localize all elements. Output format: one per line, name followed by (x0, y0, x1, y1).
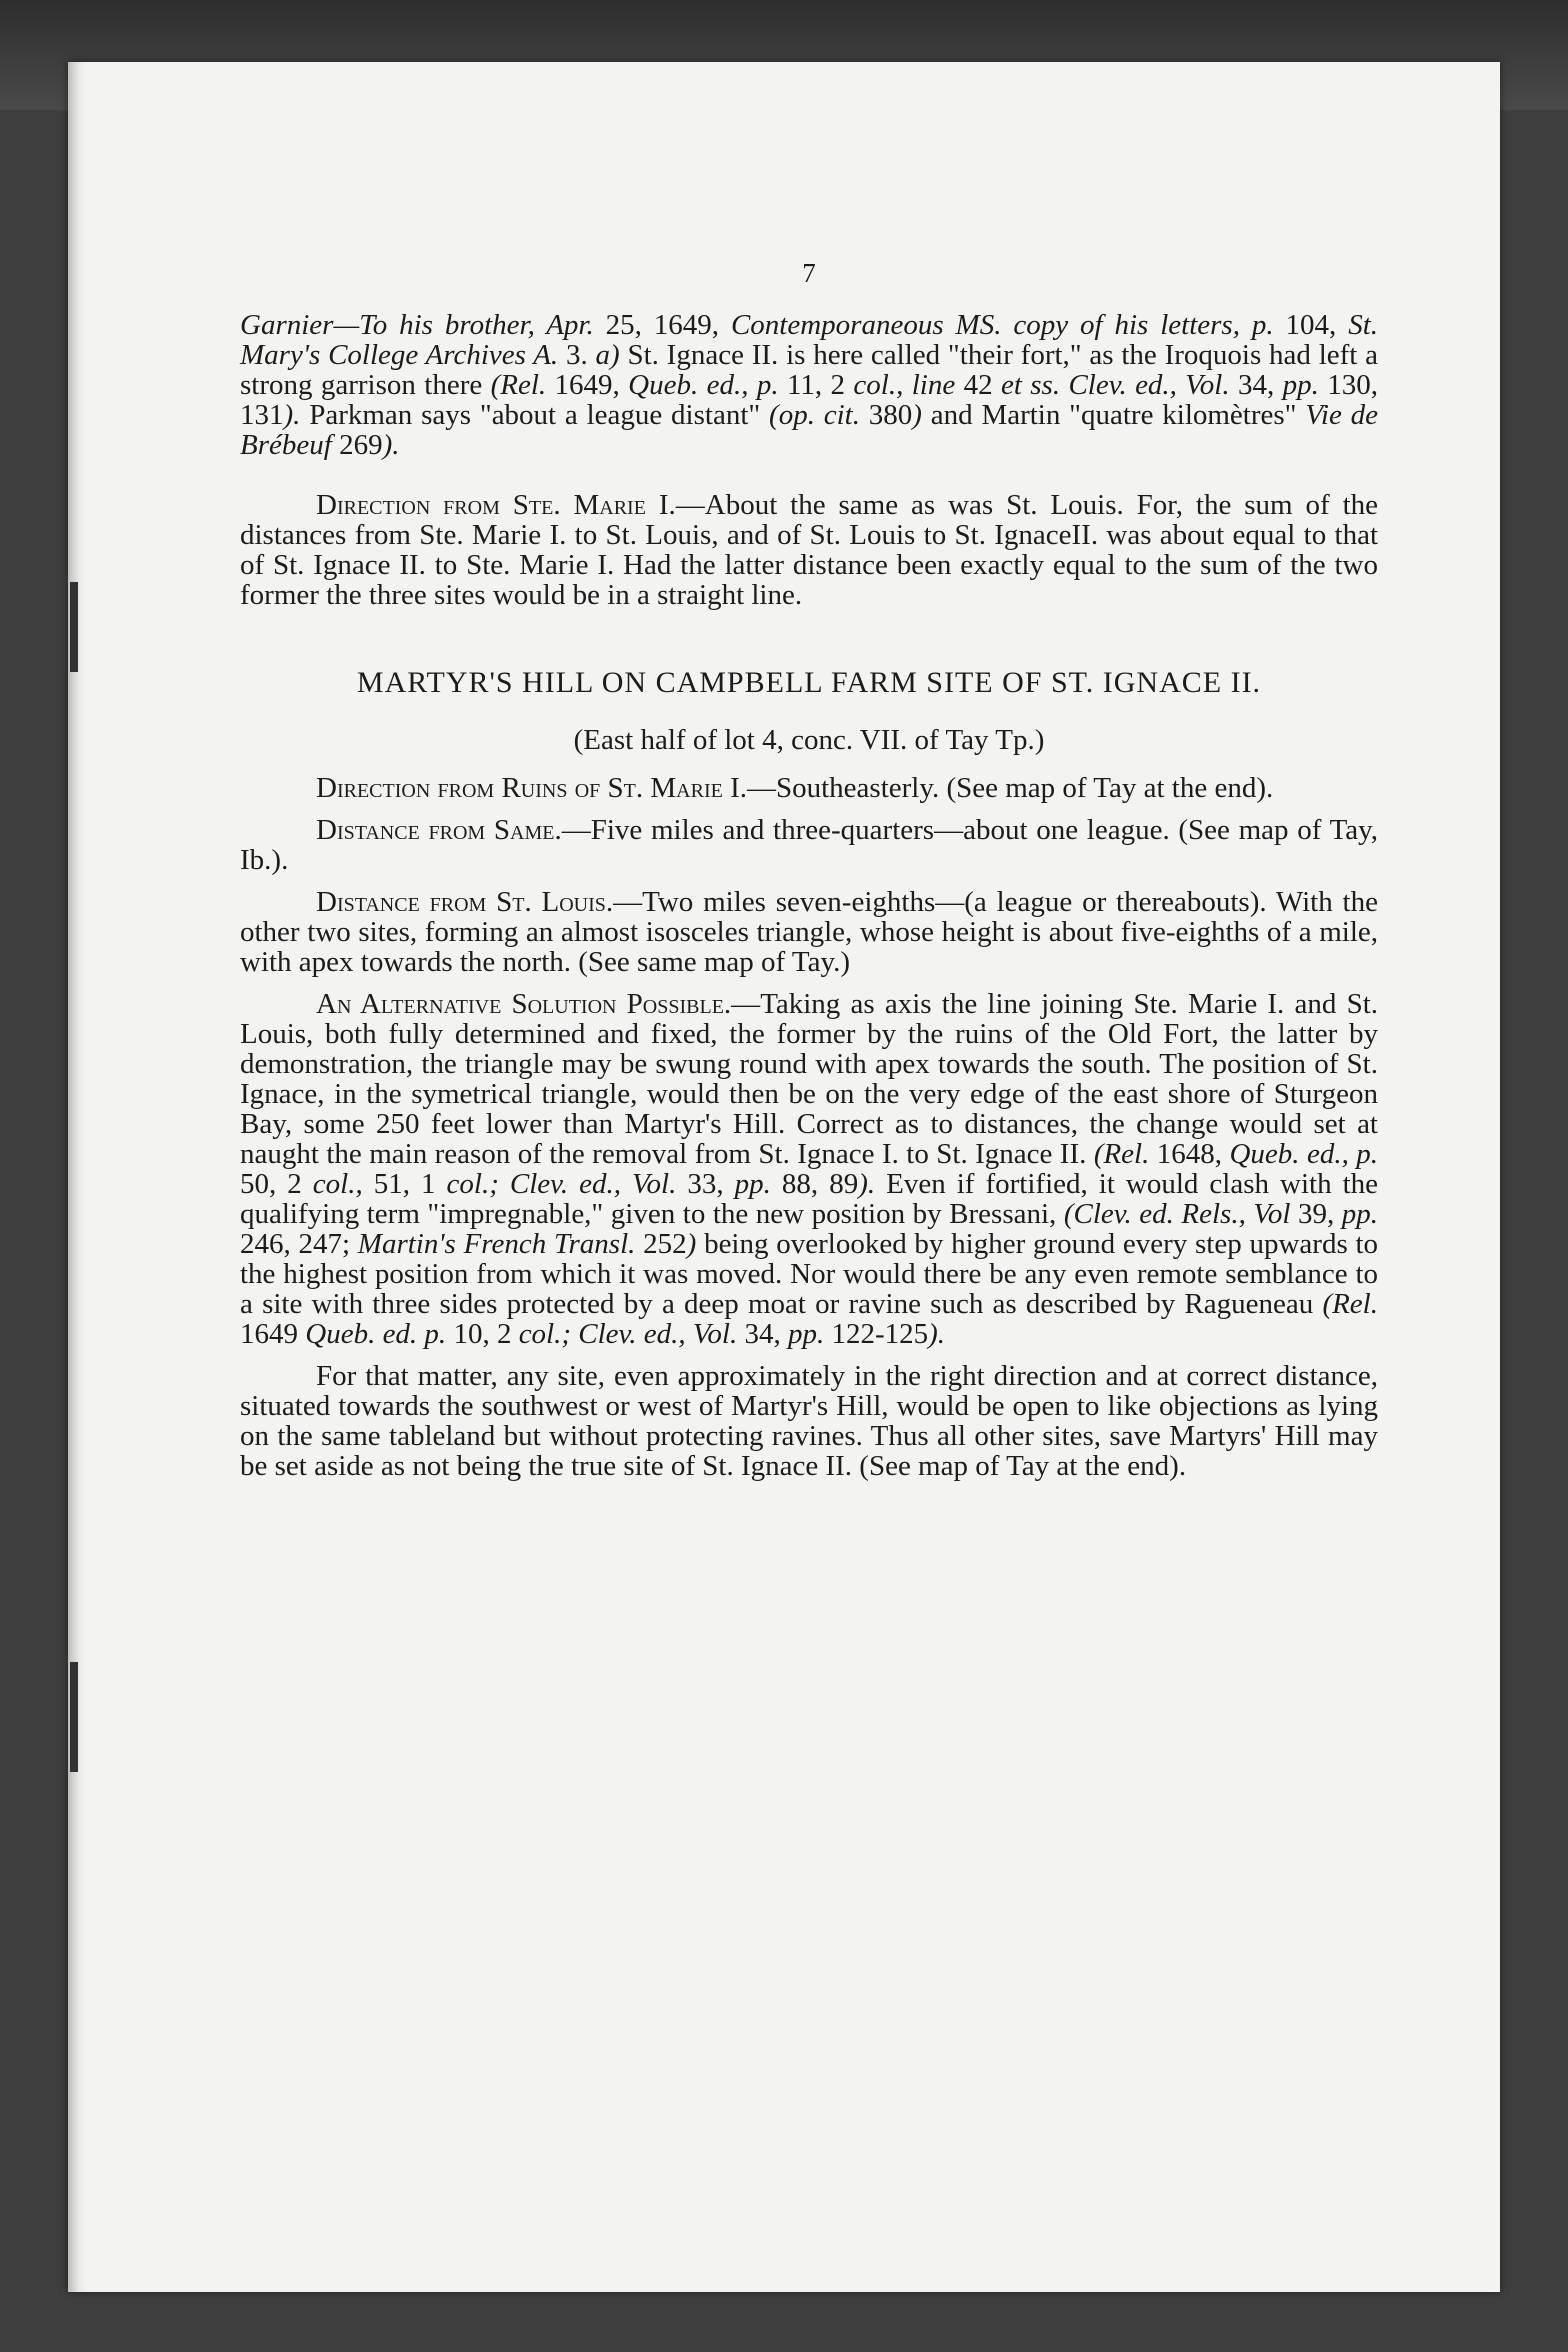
paragraph-conclusion: For that matter, any site, even approximately in the right direction and at correct distance, situated towards the southwest or west of Martyr's Hill, would be open to like objections as lying on the same tableland but without protecting ravines. Thus all other sites, save Martyrs' Hill may be set aside as not being the true site of St. Ignace II. (See map of Tay at the end). (240, 1360, 1378, 1482)
binding-mark (70, 1662, 78, 1772)
book-page (68, 62, 1500, 2292)
section-subheading: (East half of lot 4, conc. VII. of Tay Tp.) (573, 724, 1045, 756)
paragraph-label: An Alternative Solution Possible.— (316, 988, 761, 1020)
paragraph-label: Direction from Ste. Marie I.— (316, 489, 705, 521)
paragraph-alternative-solution: An Alternative Solution Possible.—Taking as axis the line joining Ste. Marie I. and St. Louis, both fully determined and fixed, the former by the ruins of the Old Fort, the latter by demonstration, the triangle may be swung round with apex towards the south. The position of St. Ignace, in the symetrical triangle, would then be on the very edge of the east shore of Sturgeon Bay, some 250 feet lower than Martyr's Hill. Correct as to distances, the change would set at naught the main reason of the removal from St. Ignace I. to St. Ignace II. (Rel. 1648, Queb. ed., p. 50, 2 col., 51, 1 col.; Clev. ed., Vol. 33, pp. 88, 89). Even if fortified, it would clash with the qualifying term "impregnable," given to the new position by Bressani, (Clev. ed. Rels., Vol 39, pp. 246, 247; Martin's French Transl. 252) being overlooked by higher ground every step upwards to the highest position from which it was moved. Nor would there be any even remote semblance to a site with three sides protected by a deep moat or ravine such as described by Ragueneau (Rel. 1649 Queb. ed. p. 10, 2 col.; Clev. ed., Vol. 34, pp. 122-125). (240, 988, 1379, 1350)
paragraph-distance-same: Distance from Same.—Five miles and three-quarters—about one league. (See map of Tay, Ib.). (240, 814, 1379, 876)
section-heading: MARTYR'S HILL ON CAMPBELL FARM SITE OF ST. IGNACE II. (356, 666, 1262, 699)
paragraph-citation: Garnier—To his brother, Apr. 25, 1649, Contemporaneous MS. copy of his letters, p. 104, St. Mary's College Archives A. 3. a) St. Ignace II. is here called "their fort," as the Iroquois had left a strong garrison there (Rel. 1649, Queb. ed., p. 11, 2 col., line 42 et ss. Clev. ed., Vol. 34, pp. 130, 131). Parkman says "about a league distant" (op. cit. 380) and Martin "quatre kilomètres" Vie de Brébeuf 269). (240, 309, 1379, 461)
page-content (240, 258, 1378, 1493)
page-number: 7 (802, 258, 816, 288)
paragraph-label: Distance from St. Louis.— (316, 886, 643, 918)
page-spine (68, 62, 86, 2292)
paragraph-label: Distance from Same.— (316, 814, 591, 846)
paragraph-direction-ste-marie: Direction from Ste. Marie I.—About the same as was St. Louis. For, the sum of the distances from Ste. Marie I. to St. Louis, and of St. Louis to St. IgnaceII. was about equal to that of St. Ignace II. to Ste. Marie I. Had the latter distance been exactly equal to the sum of the two former the three sites would be in a straight line. (240, 489, 1379, 611)
paragraph-direction-ruins: Direction from Ruins of St. Marie I.—Southeasterly. (See map of Tay at the end). (316, 772, 1274, 804)
paragraph-label: Direction from Ruins of St. Marie I.— (316, 772, 776, 804)
paragraph-distance-st-louis: Distance from St. Louis.—Two miles seven-eighths—(a league or thereabouts). With the other two sites, forming an almost isosceles triangle, whose height is about five-eighths of a mile, with apex towards the north. (See same map of Tay.) (240, 886, 1378, 978)
binding-mark (70, 582, 78, 672)
